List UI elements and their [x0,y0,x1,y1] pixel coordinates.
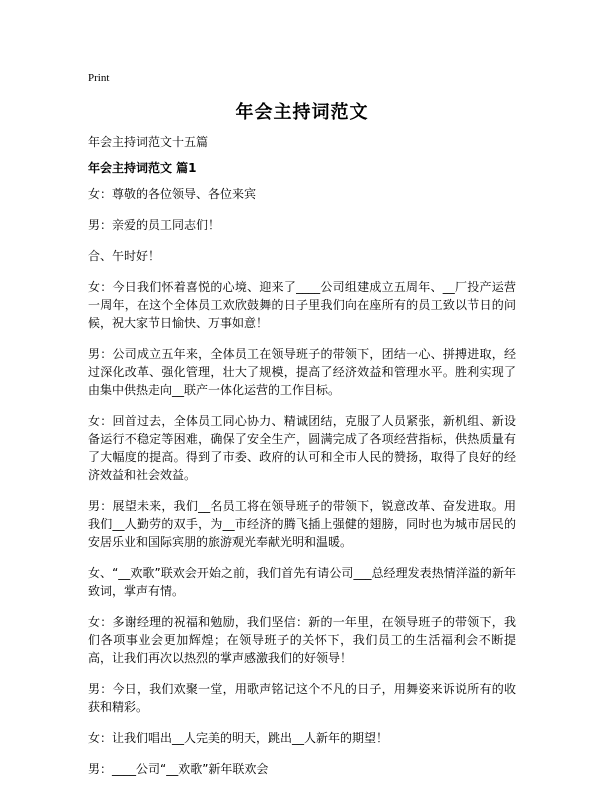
paragraph-5: 男：公司成立五年来，全体员工在领导班子的带领下，团结一心、拼搏进取，经过深化改革、强化管理，壮大了规模，提高了经济效益和管理水平。胜利实现了由集中供热走向__联产一体化运营的工作目标。 [88,347,516,397]
paragraph-12: 男：____公司“__欢歌”新年联欢会 [88,762,269,776]
paragraph-3: 合、午时好！ [88,249,161,263]
section-heading: 年会主持词范文 篇1 [88,161,197,175]
paragraph-10: 男：今日，我们欢聚一堂，用歌声铭记这个不凡的日子，用舞姿来诉说所有的收获和精彩。 [88,682,516,714]
paragraph-11: 女：让我们唱出__人完美的明天，跳出__人新年的期望！ [88,731,389,745]
paragraph-9: 女：多谢经理的祝福和勉励，我们坚信：新的一年里，在领导班子的带领下，我们各项事业会更加辉煌；在领导班子的关怀下，我们员工的生活福利会不断提高，让我们再次以热烈的掌声感激我们的好领导！ [88,615,516,665]
paragraph-4: 女：今日我们怀着喜悦的心境、迎来了____公司组建成立五周年、__厂投产运营一周年，在这个全体员工欢欣鼓舞的日子里我们向在座所有的员工致以节日的问候，祝大家节日愉快、万事如意！ [88,280,516,330]
print-label[interactable]: Print [88,72,110,84]
paragraph-2: 男：亲爱的员工同志们！ [88,218,221,232]
paragraph-6: 女：回首过去，全体员工同心协力、精诚团结，克服了人员紧张，新机组、新设备运行不稳定等困难，确保了安全生产，圆满完成了各项经营指标，供热质量有了大幅度的提高。得到了市委、政府的认可和全市人民的赞扬，取得了良好的经济效益和社会效益。 [88,414,516,482]
paragraph-1: 女：尊敬的各位领导、各位来宾 [88,187,257,201]
paragraph-8: 女、“__欢歌”联欢会开始之前，我们首先有请公司___总经理发表热情洋溢的新年致词，掌声有情。 [88,566,516,598]
document-subtitle: 年会主持词范文十五篇 [88,135,209,149]
document-title: 年会主持词范文 [235,102,369,123]
paragraph-7: 男：展望未来，我们__名员工将在领导班子的带领下，锐意改革、奋发进取。用我们__人勤劳的双手，为__市经济的腾飞插上强健的翅膀，同时也为城市居民的安居乐业和国际宾朋的旅游观光奉献光明和温暖。 [88,499,516,549]
paragraph-list [88,185,516,791]
